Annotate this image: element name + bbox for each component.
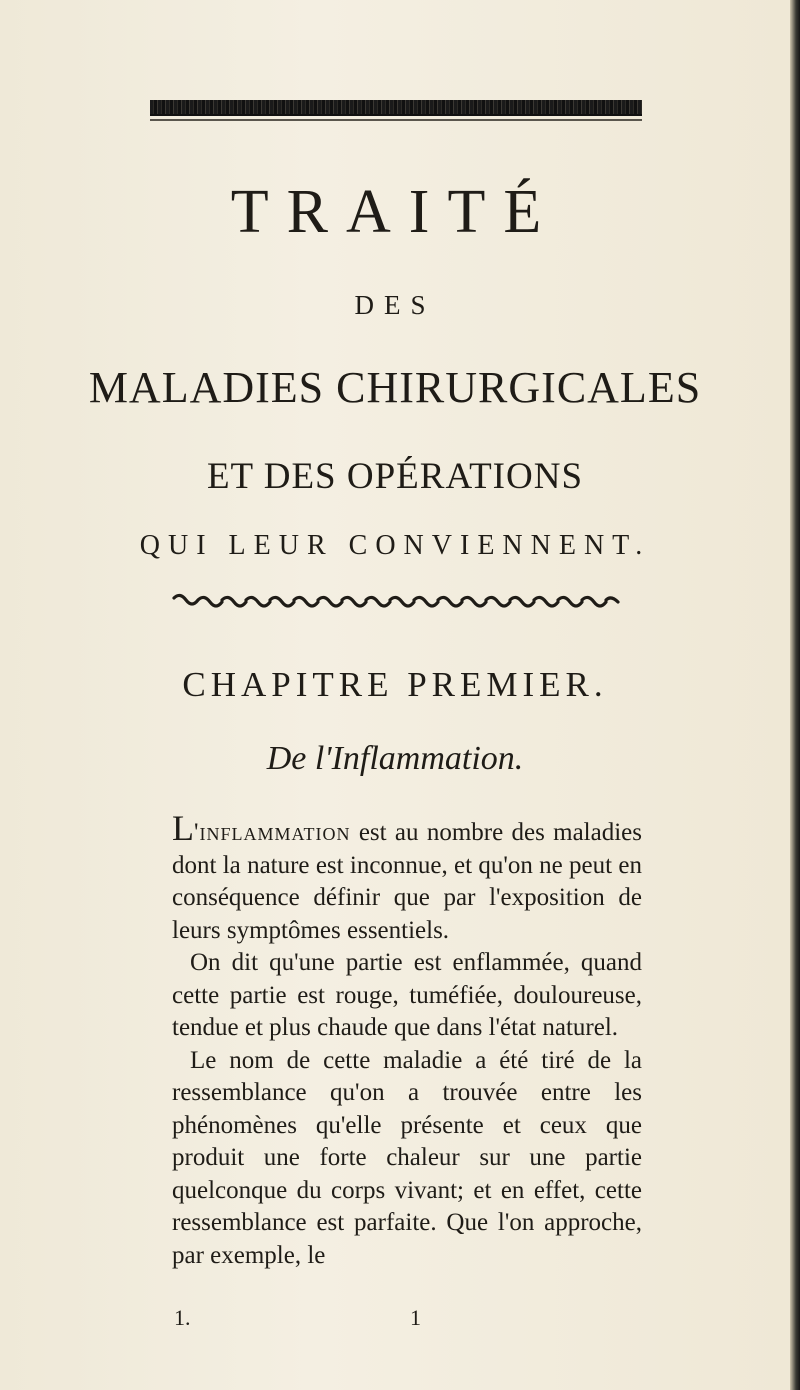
chapter-title: CHAPITRE PREMIER.	[182, 665, 608, 704]
paragraph-1-smallcaps: 'inflammation	[194, 819, 351, 846]
title-operations: ET DES OPÉRATIONS	[206, 456, 584, 497]
signature-mark-left: 1.	[174, 1305, 191, 1330]
title-des: DES	[354, 290, 436, 320]
signature-mark-right: 1	[410, 1305, 421, 1330]
decorative-top-rule	[150, 100, 642, 116]
decorative-top-rule-thin	[150, 119, 642, 121]
paragraph-1-text: est au nombre des maladies dont la nature est inconnue, et qu'on ne peut en conséquence définir que par l'exposition de leurs symptômes essentiels.	[172, 819, 642, 944]
drop-cap: L	[172, 808, 194, 848]
body-text	[172, 810, 642, 1272]
paragraph-1	[172, 810, 642, 947]
title-qui-leur: QUI LEUR CONVIENNENT.	[139, 530, 651, 561]
paragraph-2: On dit qu'une partie est enflammée, quand cette partie est rouge, tuméfiée, douloureuse, tendue et plus chaude que dans l'état naturel.	[172, 949, 642, 1041]
title-maladies: MALADIES CHIRURGICALES	[88, 363, 702, 412]
page-edge-shadow	[790, 0, 800, 1390]
chapter-subtitle: De l'Inflammation.	[266, 740, 524, 777]
paragraph-3: Le nom de cette maladie a été tiré de la ressemblance qu'on a trouvée entre les phénomènes qu'elle présente et ceux que produit une forte chaleur sur une partie quelconque du corps vivant; et en effet, cette ressemblance est parfaite. Que l'on approche, par exemple, le	[172, 1046, 642, 1269]
ornament-divider-icon	[172, 590, 622, 612]
title-traite: TRAITÉ	[230, 178, 560, 246]
